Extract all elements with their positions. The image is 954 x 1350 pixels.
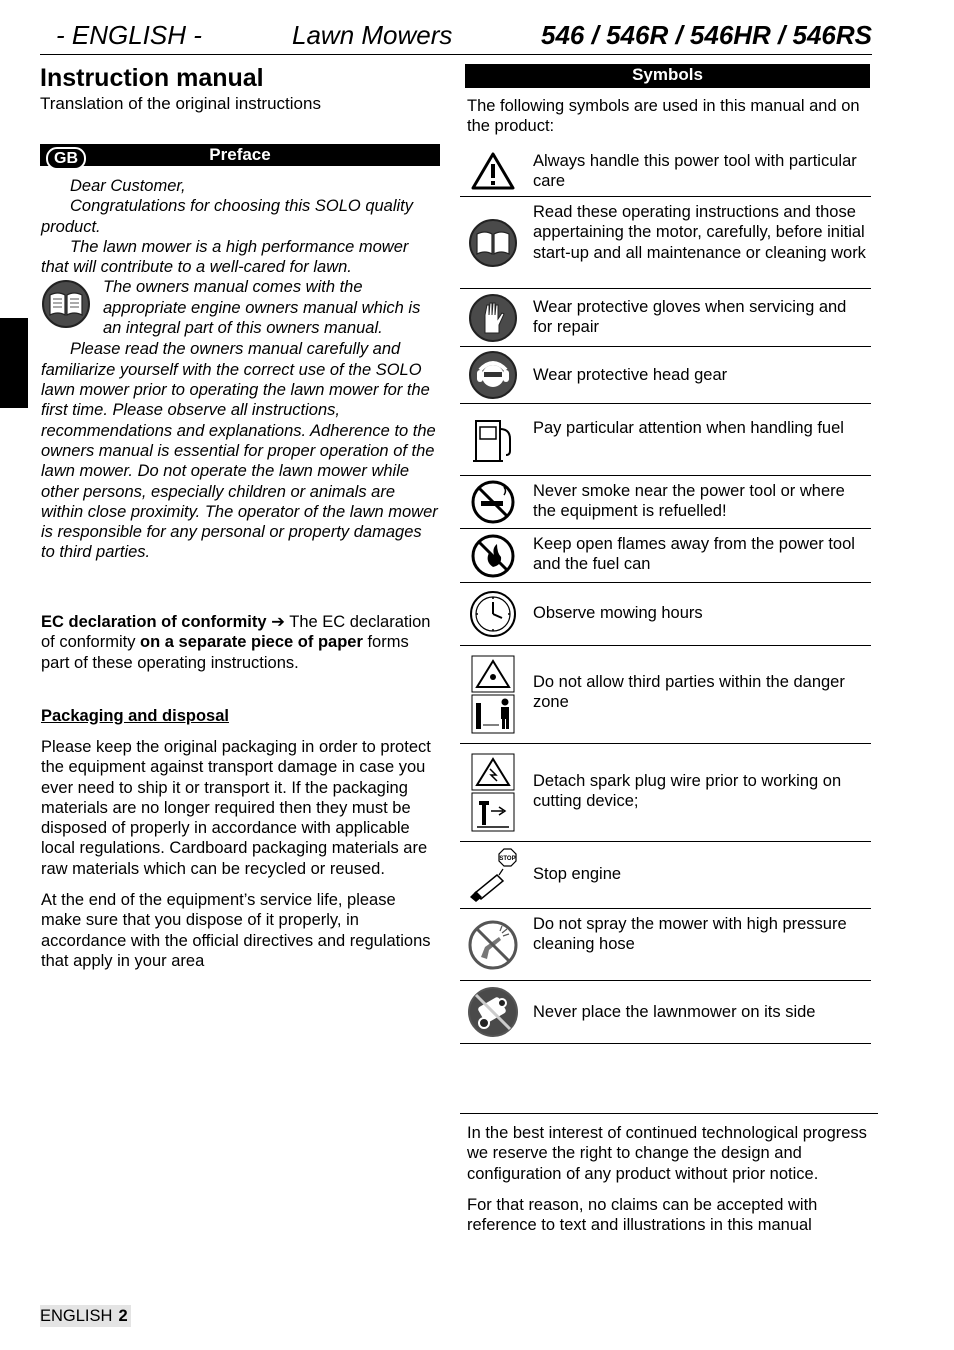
symbols-intro: The following symbols are used in this manual and on the product:	[467, 97, 860, 136]
stop-label: STOP	[499, 856, 516, 862]
no-side-tilt-icon	[460, 985, 526, 1039]
symbol-text: Read these operating instructions and those appertaining the motor, carefully, before initial start-up and all maintenance or cleaning work	[533, 203, 866, 262]
warning-triangle-icon	[460, 151, 526, 191]
document-title: Instruction manual	[40, 64, 264, 92]
spark-plug-icon	[460, 753, 526, 833]
mowing-hours-icon	[460, 589, 526, 639]
symbols-heading-bar	[465, 64, 870, 88]
packaging-paragraph-2: At the end of the equipment’s service life, please make sure that you dispose of it properly, in accordance with the official directives and regulations that apply in your area	[41, 891, 431, 970]
packaging-text	[41, 737, 439, 982]
notice-divider	[460, 1113, 878, 1114]
page-number: 2	[118, 1307, 128, 1325]
symbol-text: Pay particular attention when handling fuel	[533, 419, 844, 437]
page-header	[40, 18, 872, 55]
gloves-icon	[460, 293, 526, 343]
symbol-row	[460, 476, 871, 529]
preface-paragraph-3: Please read the owners manual carefully and familiarize yourself with the correct use of the SOLO lawn mower prior to operating the lawn mower for the first time. Please observe all instructions, recommendations and explanations. Adherence to the owners manual is essential for proper operation of the lawn mower. Do not operate the lawn mower while other persons, especially children or animals are within close proximity. The operator of the lawn mower is responsible for any personal or property damages to third parties.	[41, 340, 438, 562]
symbol-row	[460, 842, 871, 909]
symbol-text: Keep open flames away from the power tool and the fuel can	[533, 535, 855, 574]
symbol-row	[460, 146, 871, 197]
manual-note-text: The owners manual comes with the appropriate engine owners manual which is an integral part of this owners manual.	[103, 278, 421, 338]
symbol-row	[460, 909, 871, 981]
header-product: Lawn Mowers	[292, 20, 453, 50]
symbol-text: Observe mowing hours	[533, 604, 703, 622]
side-thumb-tab	[0, 318, 28, 408]
symbol-text: Stop engine	[533, 865, 622, 883]
ec-bold-text: on a separate piece of paper	[140, 633, 363, 652]
preface-text	[41, 176, 439, 563]
ec-label: EC declaration of conformity	[41, 613, 267, 631]
symbol-row	[460, 197, 871, 289]
symbol-text: Detach spark plug wire prior to working on cutting device;	[533, 772, 842, 811]
salutation: Dear Customer,	[70, 177, 186, 195]
arrow-right-icon: ➔	[271, 613, 285, 631]
symbol-text: Do not spray the mower with high pressure cleaning hose	[533, 915, 847, 954]
symbol-text: Wear protective gloves when servicing and for repair	[533, 298, 847, 337]
no-pressure-washer-icon	[460, 919, 526, 971]
document-subtitle: Translation of the original instructions	[40, 94, 321, 113]
symbol-row	[460, 404, 871, 476]
no-open-flames-icon	[460, 533, 526, 579]
page-footer	[40, 1305, 131, 1327]
notice-block	[467, 1123, 872, 1246]
symbol-row	[460, 981, 871, 1044]
danger-zone-icon	[460, 655, 526, 735]
ec-text-1: The EC declaration of conformity	[41, 613, 431, 652]
symbol-text: Wear protective head gear	[533, 366, 728, 384]
symbol-text: Never place the lawnmower on its side	[533, 1003, 816, 1021]
ec-declaration	[41, 612, 439, 673]
symbol-row	[460, 646, 871, 744]
symbol-row	[460, 529, 871, 583]
symbol-text: Always handle this power tool with particular care	[533, 152, 857, 191]
preface-paragraph-1: Congratulations for choosing this SOLO quality product.	[41, 197, 414, 236]
symbols-heading: Symbols	[632, 65, 703, 84]
manual-note	[41, 277, 439, 339]
ec-text-2: forms part of these operating instructions.	[41, 633, 409, 672]
symbol-text: Never smoke near the power tool or where the equipment is refuelled!	[533, 482, 845, 521]
preface-heading: Preface	[209, 145, 271, 164]
packaging-paragraph-1: Please keep the original packaging in order to protect the equipment against transport damage in case you ever need to ship it or transport it. If the packaging materials are no longer required then they must be disposed of properly in accordance with applicable local regulations. Cardboard packaging materials are raw materials which can be recycled or reused.	[41, 738, 431, 878]
language-badge: GB	[46, 147, 86, 170]
read-manual-icon	[41, 279, 91, 334]
stop-engine-icon	[460, 847, 526, 903]
no-smoking-icon	[460, 479, 526, 525]
symbol-row	[460, 289, 871, 347]
header-models: 546 / 546R / 546HR / 546RS	[541, 20, 872, 50]
symbols-table	[460, 146, 871, 1044]
preface-paragraph-2: The lawn mower is a high performance mower that will contribute to a well-cared for lawn.	[41, 237, 409, 277]
header-language: - ENGLISH -	[56, 20, 202, 50]
packaging-heading: Packaging and disposal	[41, 707, 229, 725]
read-manual-icon	[460, 218, 526, 268]
footer-language: ENGLISH	[40, 1307, 113, 1325]
fuel-pump-icon	[460, 415, 526, 465]
symbol-row	[460, 583, 871, 646]
symbol-text: Do not allow third parties within the danger zone	[533, 673, 845, 712]
notice-paragraph-2: For that reason, no claims can be accepted with reference to text and illustrations in this manual	[467, 1195, 818, 1235]
symbol-row	[460, 347, 871, 404]
preface-heading-bar	[40, 144, 440, 166]
notice-paragraph-1: In the best interest of continued technological progress we reserve the right to change the design and configuration of any product without prior notice.	[467, 1124, 867, 1183]
title-block	[40, 62, 440, 114]
head-gear-icon	[460, 350, 526, 400]
symbol-row	[460, 744, 871, 842]
